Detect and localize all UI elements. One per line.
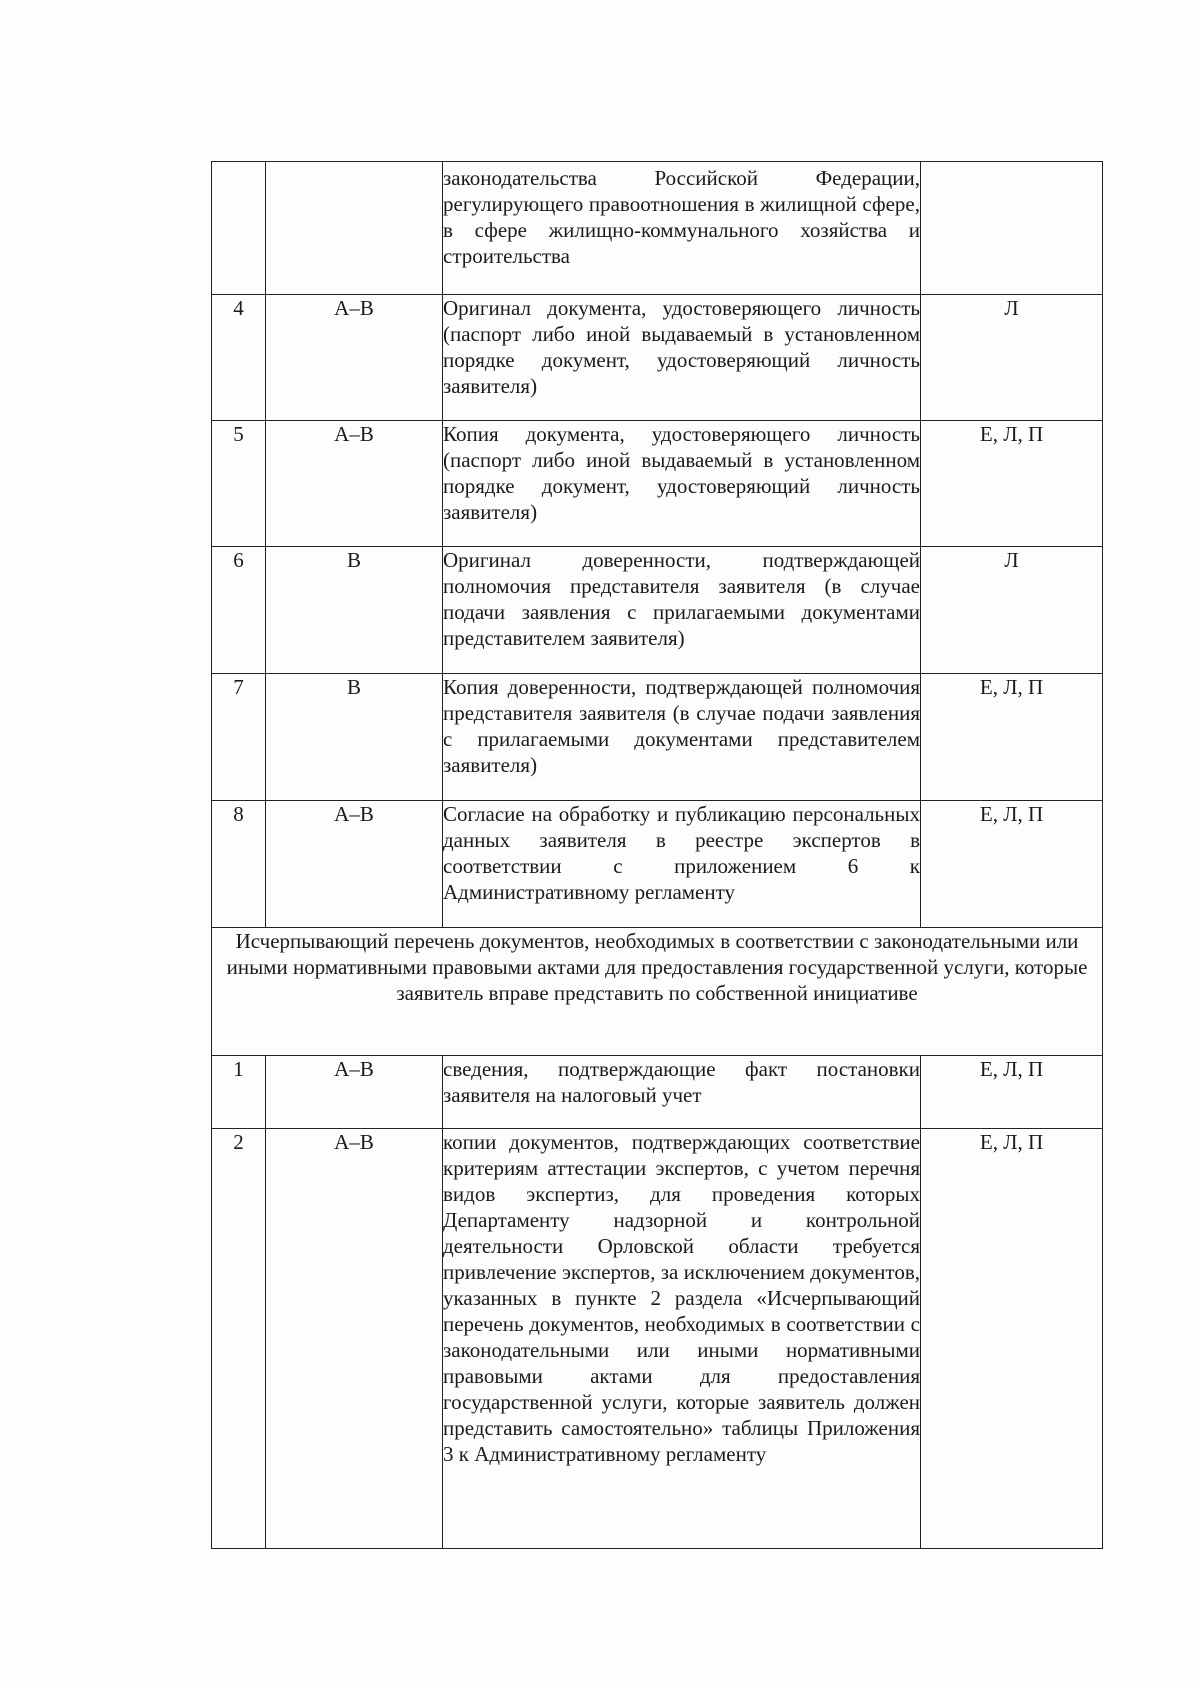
submission-forms: Е, Л, П — [921, 674, 1103, 801]
row-number: 2 — [212, 1129, 266, 1549]
submission-forms: Е, Л, П — [921, 801, 1103, 928]
document-description: Оригинал документа, удостоверяющего личность (паспорт либо иной выдаваемый в установленном порядке документ, удостоверяющий личность заявителя) — [443, 295, 921, 421]
row-number: 1 — [212, 1056, 266, 1129]
section-heading-row — [212, 928, 1103, 1056]
table-row — [212, 421, 1103, 547]
document-description: Оригинал доверенности, подтверждающей полномочия представителя заявителя (в случае подачи заявления с прилагаемыми документами представителем заявителя) — [443, 547, 921, 674]
document-description: сведения, подтверждающие факт постановки заявителя на налоговый учет — [443, 1056, 921, 1129]
row-number — [212, 162, 266, 295]
document-description: законодательства Российской Федерации, регулирующего правоотношения в жилищной сфере, в сфере жилищно-коммунального хозяйства и строительства — [443, 162, 921, 295]
table-row — [212, 1129, 1103, 1549]
applicant-category: А–В — [266, 421, 443, 547]
submission-forms: Л — [921, 295, 1103, 421]
documents-table — [211, 161, 1103, 1549]
applicant-category: А–В — [266, 1056, 443, 1129]
section-heading: Исчерпывающий перечень документов, необходимых в соответствии с законодательными или иными нормативными правовыми актами для предоставления государственной услуги, которые заявитель вправе представить по собственной инициативе — [212, 928, 1103, 1056]
document-description: копии документов, подтверждающих соответствие критериям аттестации экспертов, с учетом перечня видов экспертиз, для проведения которых Департаменту надзорной и контрольной деятельности Орловской области требуется привлечение экспертов, за исключением документов, указанных в пункте 2 раздела «Исчерпывающий перечень документов, необходимых в соответствии с законодательными или иными нормативными правовыми актами для предоставления государственной услуги, которые заявитель должен представить самостоятельно» таблицы Приложения 3 к Административному регламенту — [443, 1129, 921, 1549]
submission-forms: Е, Л, П — [921, 421, 1103, 547]
row-number: 5 — [212, 421, 266, 547]
row-number: 4 — [212, 295, 266, 421]
submission-forms: Е, Л, П — [921, 1056, 1103, 1129]
applicant-category: В — [266, 674, 443, 801]
table-row — [212, 801, 1103, 928]
document-description: Копия документа, удостоверяющего личность (паспорт либо иной выдаваемый в установленном порядке документ, удостоверяющий личность заявителя) — [443, 421, 921, 547]
document-description: Согласие на обработку и публикацию персональных данных заявителя в реестре экспертов в соответствии с приложением 6 к Административному регламенту — [443, 801, 921, 928]
table-row — [212, 547, 1103, 674]
applicant-category: А–В — [266, 1129, 443, 1549]
row-number: 7 — [212, 674, 266, 801]
table-row — [212, 1056, 1103, 1129]
submission-forms — [921, 162, 1103, 295]
applicant-category: В — [266, 547, 443, 674]
applicant-category — [266, 162, 443, 295]
applicant-category: А–В — [266, 295, 443, 421]
table-row — [212, 674, 1103, 801]
submission-forms: Л — [921, 547, 1103, 674]
document-description: Копия доверенности, подтверждающей полномочия представителя заявителя (в случае подачи заявления с прилагаемыми документами представителем заявителя) — [443, 674, 921, 801]
table-row — [212, 162, 1103, 295]
row-number: 8 — [212, 801, 266, 928]
submission-forms: Е, Л, П — [921, 1129, 1103, 1549]
applicant-category: А–В — [266, 801, 443, 928]
row-number: 6 — [212, 547, 266, 674]
table-row — [212, 295, 1103, 421]
